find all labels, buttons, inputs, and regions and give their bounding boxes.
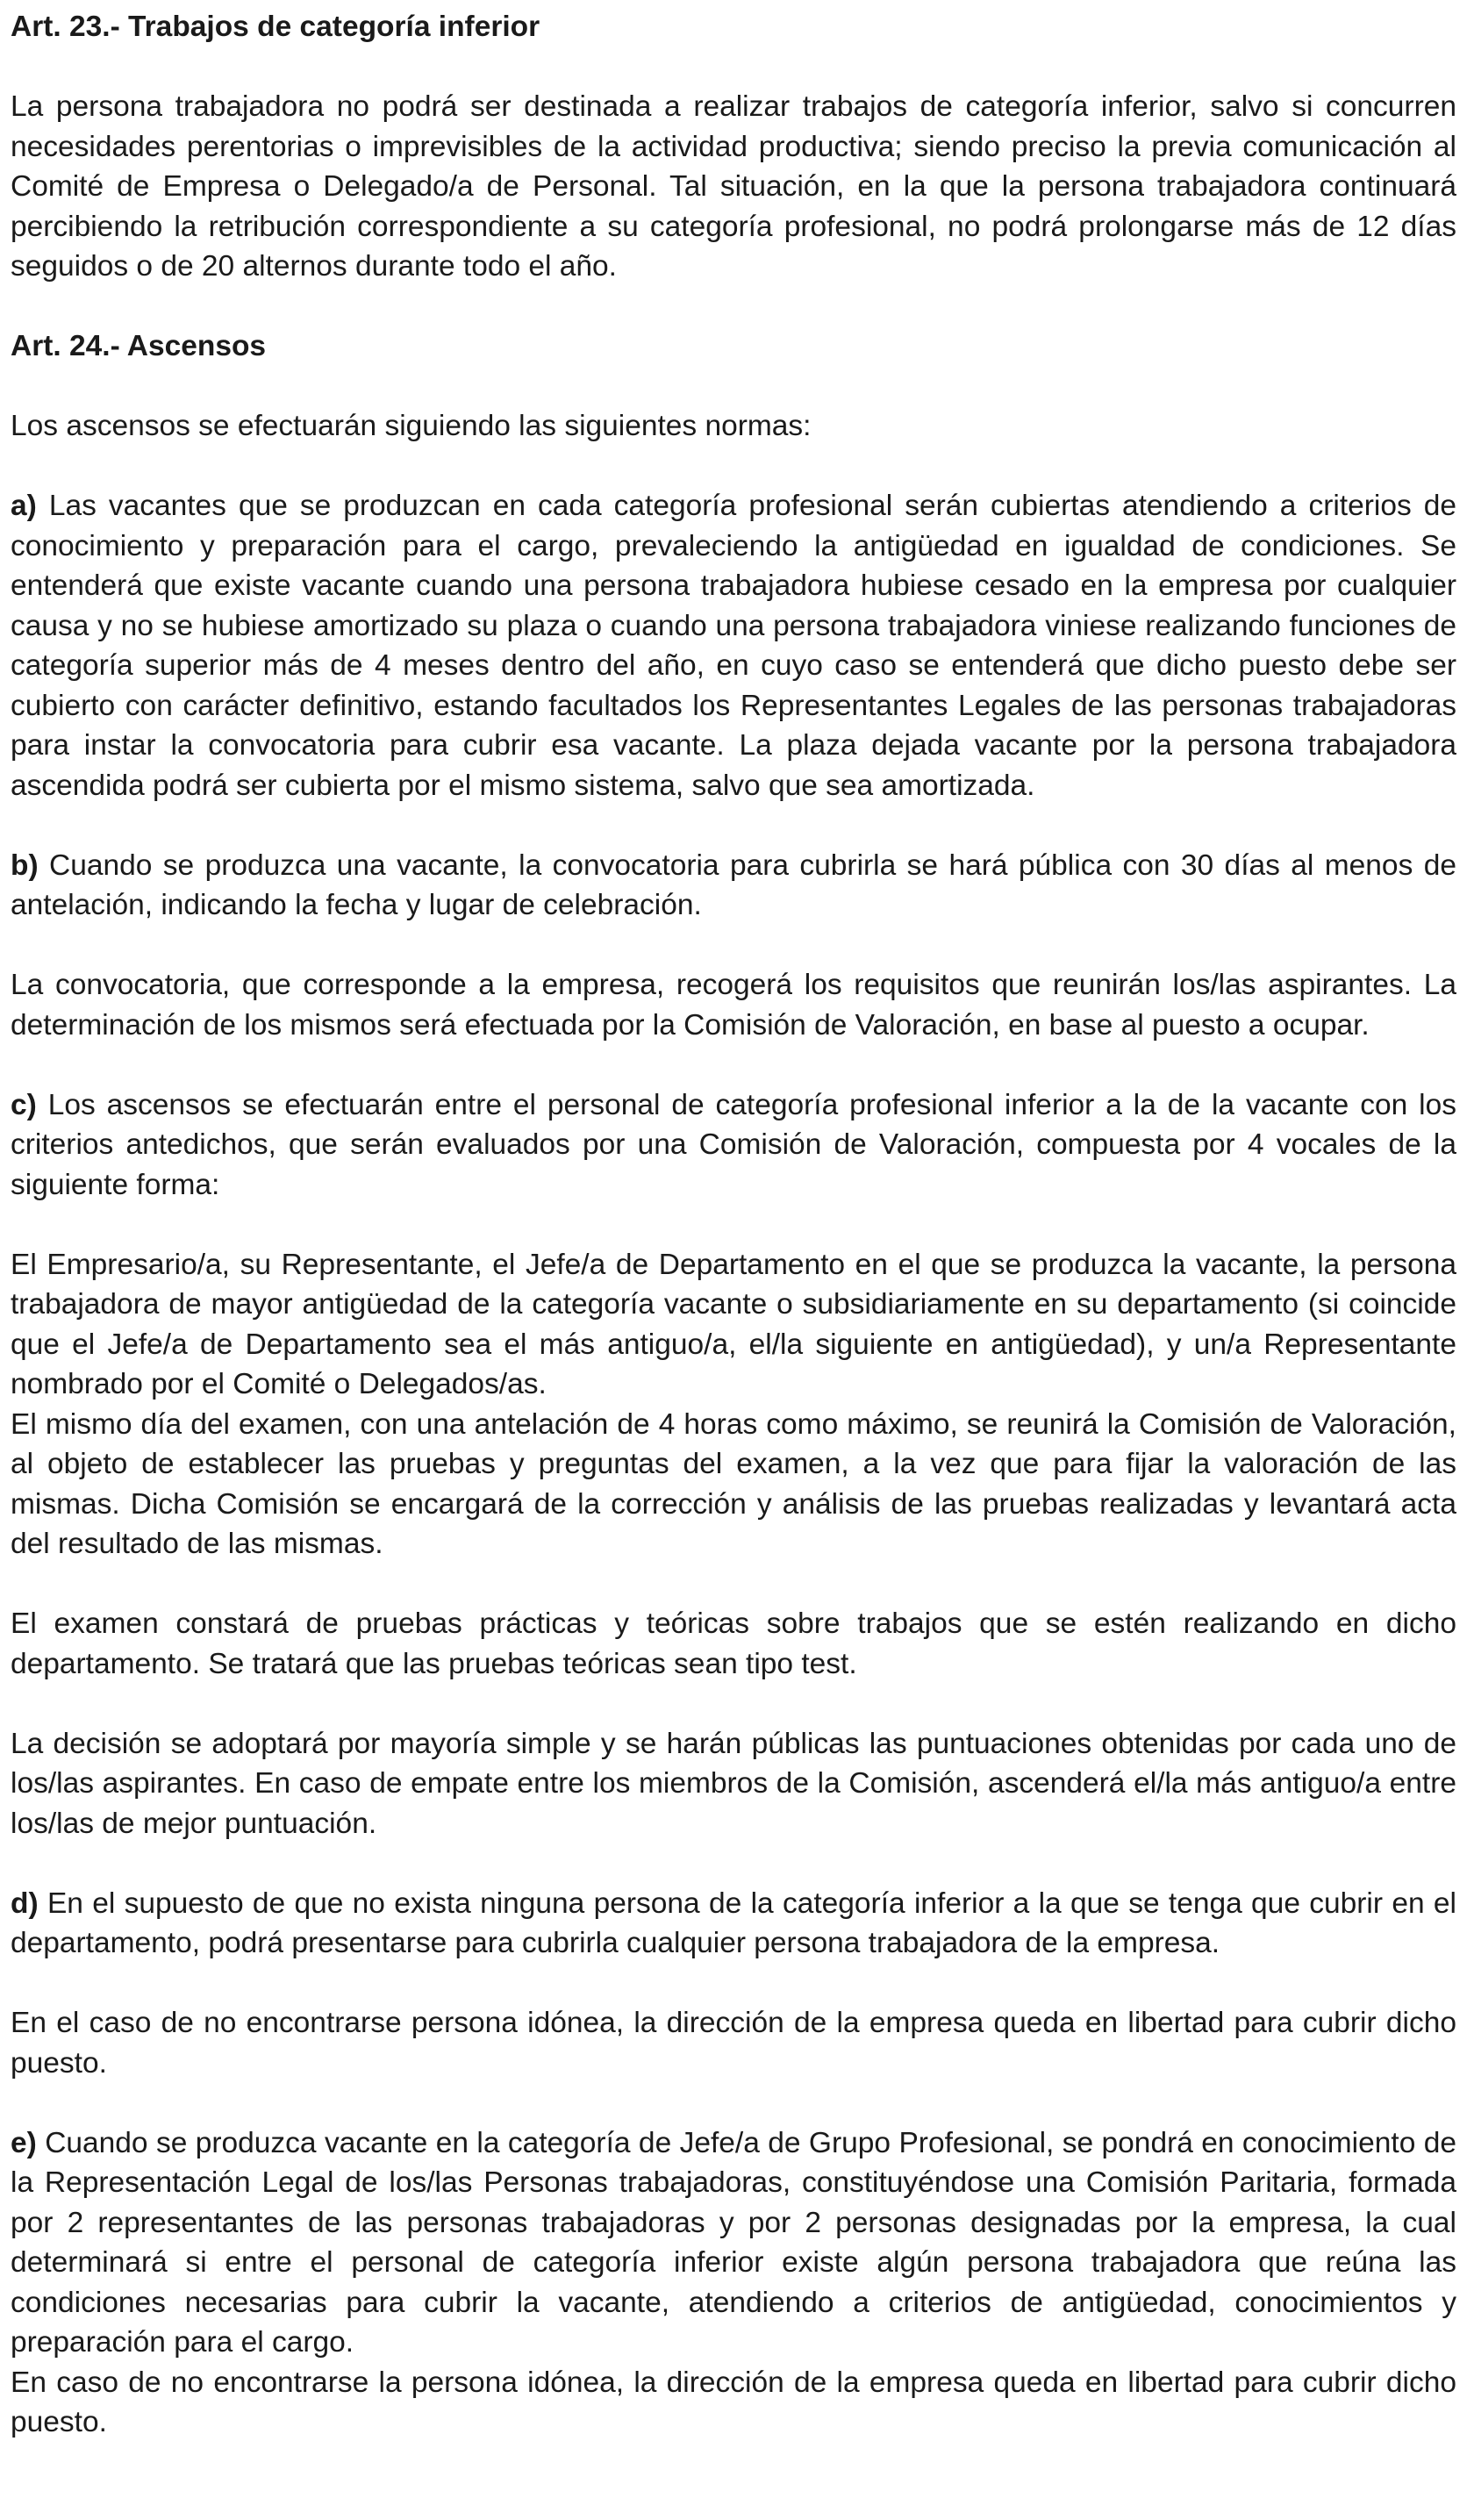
clause-c-paragraph-2: El Empresario/a, su Representante, el Jefe/a de Departamento en el que se produzca la vacante, la persona trabajadora de mayor antigüedad de la categoría vacante o subsidiariamente en su departamento (si coincide que el Jefe/a de Departamento sea el más antiguo/a, el/la siguiente en antigüedad), y un/a Representante nombrado por el Comité o Delegados/as. bbox=[11, 1248, 1456, 1400]
clause-b-label: b) bbox=[11, 848, 39, 882]
clause-e-paragraph-2: En caso de no encontrarse la persona idónea, la dirección de la empresa queda en libertad para cubrir dicho puesto. bbox=[11, 2366, 1456, 2438]
clause-b-paragraph-2: La convocatoria, que corresponde a la empresa, recogerá los requisitos que reunirán los/las aspirantes. La determinación de los mismos será efectuada por la Comisión de Valoración, en base al puesto a ocupar. bbox=[11, 969, 1456, 1042]
clause-b bbox=[11, 846, 1456, 926]
clause-c-paragraph-4: El examen constará de pruebas prácticas y teóricas sobre trabajos que se estén realizando en dicho departamento. Se tratará que las pruebas teóricas sean tipo test. bbox=[11, 1607, 1456, 1680]
clause-e-text: Cuando se produzca vacante en la categoría de Jefe/a de Grupo Profesional, se pondrá en conocimiento de la Representación Legal de los/las Personas trabajadoras, constituyéndose una Comisión Paritaria, formada por 2 representantes de las personas trabajadoras y por 2 personas designadas por la empresa, la cual determinará si entre el personal de categoría inferior existe algún persona trabajadora que reúna las condiciones necesarias para cubrir la vacante, atendiendo a criterios de antigüedad, conocimientos y preparación para el cargo. bbox=[11, 2126, 1456, 2359]
clause-b-text: Cuando se produzca una vacante, la convocatoria para cubrirla se hará pública con 30 días al menos de antelación, indicando la fecha y lugar de celebración. bbox=[11, 848, 1456, 921]
clause-d-paragraph-2: En el caso de no encontrarse persona idónea, la dirección de la empresa queda en libertad para cubrir dicho puesto. bbox=[11, 2007, 1456, 2080]
clause-c-paragraph-5: La decisión se adoptará por mayoría simple y se harán públicas las puntuaciones obtenidas por cada uno de los/las aspirantes. En caso de empate entre los miembros de la Comisión, ascenderá el/la más antiguo/a entre los/las de mejor puntuación. bbox=[11, 1727, 1456, 1840]
clause-d-label: d) bbox=[11, 1886, 39, 1920]
article-23-title: Art. 23.- Trabajos de categoría inferior bbox=[11, 11, 540, 43]
article-24-title: Art. 24.- Ascensos bbox=[11, 330, 267, 362]
clause-a-label: a) bbox=[11, 490, 37, 522]
clause-a bbox=[11, 486, 1456, 805]
clause-c-label: c) bbox=[11, 1088, 37, 1121]
clause-d-text: En el supuesto de que no exista ninguna persona de la categoría inferior a la que se tenga que cubrir en el departamento, podrá presentarse para cubrirla cualquier persona trabajadora de la empresa. bbox=[11, 1886, 1456, 1959]
clause-a-text: Las vacantes que se produzcan en cada categoría profesional serán cubiertas atendiendo a criterios de conocimiento y preparación para el cargo, prevaleciendo la antigüedad en igualdad de condiciones. Se entenderá que existe vacante cuando una persona trabajadora hubiese cesado en la empresa por cualquier causa y no se hubiese amortizado su plaza o cuando una persona trabajadora viniese realizando funciones de categoría superior más de 4 meses dentro del año, en cuyo caso se entenderá que dicho puesto debe ser cubierto con carácter definitivo, estando facultados los Representantes Legales de las personas trabajadoras para instar la convocatoria para cubrir esa vacante. La plaza dejada vacante por la persona trabajadora ascendida podrá ser cubierta por el mismo sistema, salvo que sea amortizada. bbox=[11, 490, 1456, 802]
clause-d bbox=[11, 1884, 1456, 1964]
clause-c-text: Los ascensos se efectuarán entre el personal de categoría profesional inferior a la de la vacante con los criterios antedichos, que serán evaluados por una Comisión de Valoración, compuesta por 4 vocales de la siguiente forma: bbox=[11, 1088, 1456, 1201]
clause-e-label: e) bbox=[11, 2126, 37, 2159]
clause-c-paragraph-3: El mismo día del examen, con una antelación de 4 horas como máximo, se reunirá la Comisión de Valoración, al objeto de establecer las pruebas y preguntas del examen, a la vez que para fijar la valoración de las mismas. Dicha Comisión se encargará de la corrección y análisis de las pruebas realizadas y levantará acta del resultado de las mismas. bbox=[11, 1407, 1456, 1560]
clause-e bbox=[11, 2123, 1456, 2363]
article-24-intro: Los ascensos se efectuarán siguiendo las siguientes normas: bbox=[11, 410, 812, 442]
clause-c bbox=[11, 1085, 1456, 1206]
article-23-paragraph: La persona trabajadora no podrá ser destinada a realizar trabajos de categoría inferior, salvo si concurren necesidades perentorias o imprevisibles de la actividad productiva; siendo preciso la previa comunicación al Comité de Empresa o Delegado/a de Personal. Tal situación, en la que la persona trabajadora continuará percibiendo la retribución correspondiente a su categoría profesional, no podrá prolongarse más de 12 días seguidos o de 20 alternos durante todo el año. bbox=[11, 90, 1456, 283]
